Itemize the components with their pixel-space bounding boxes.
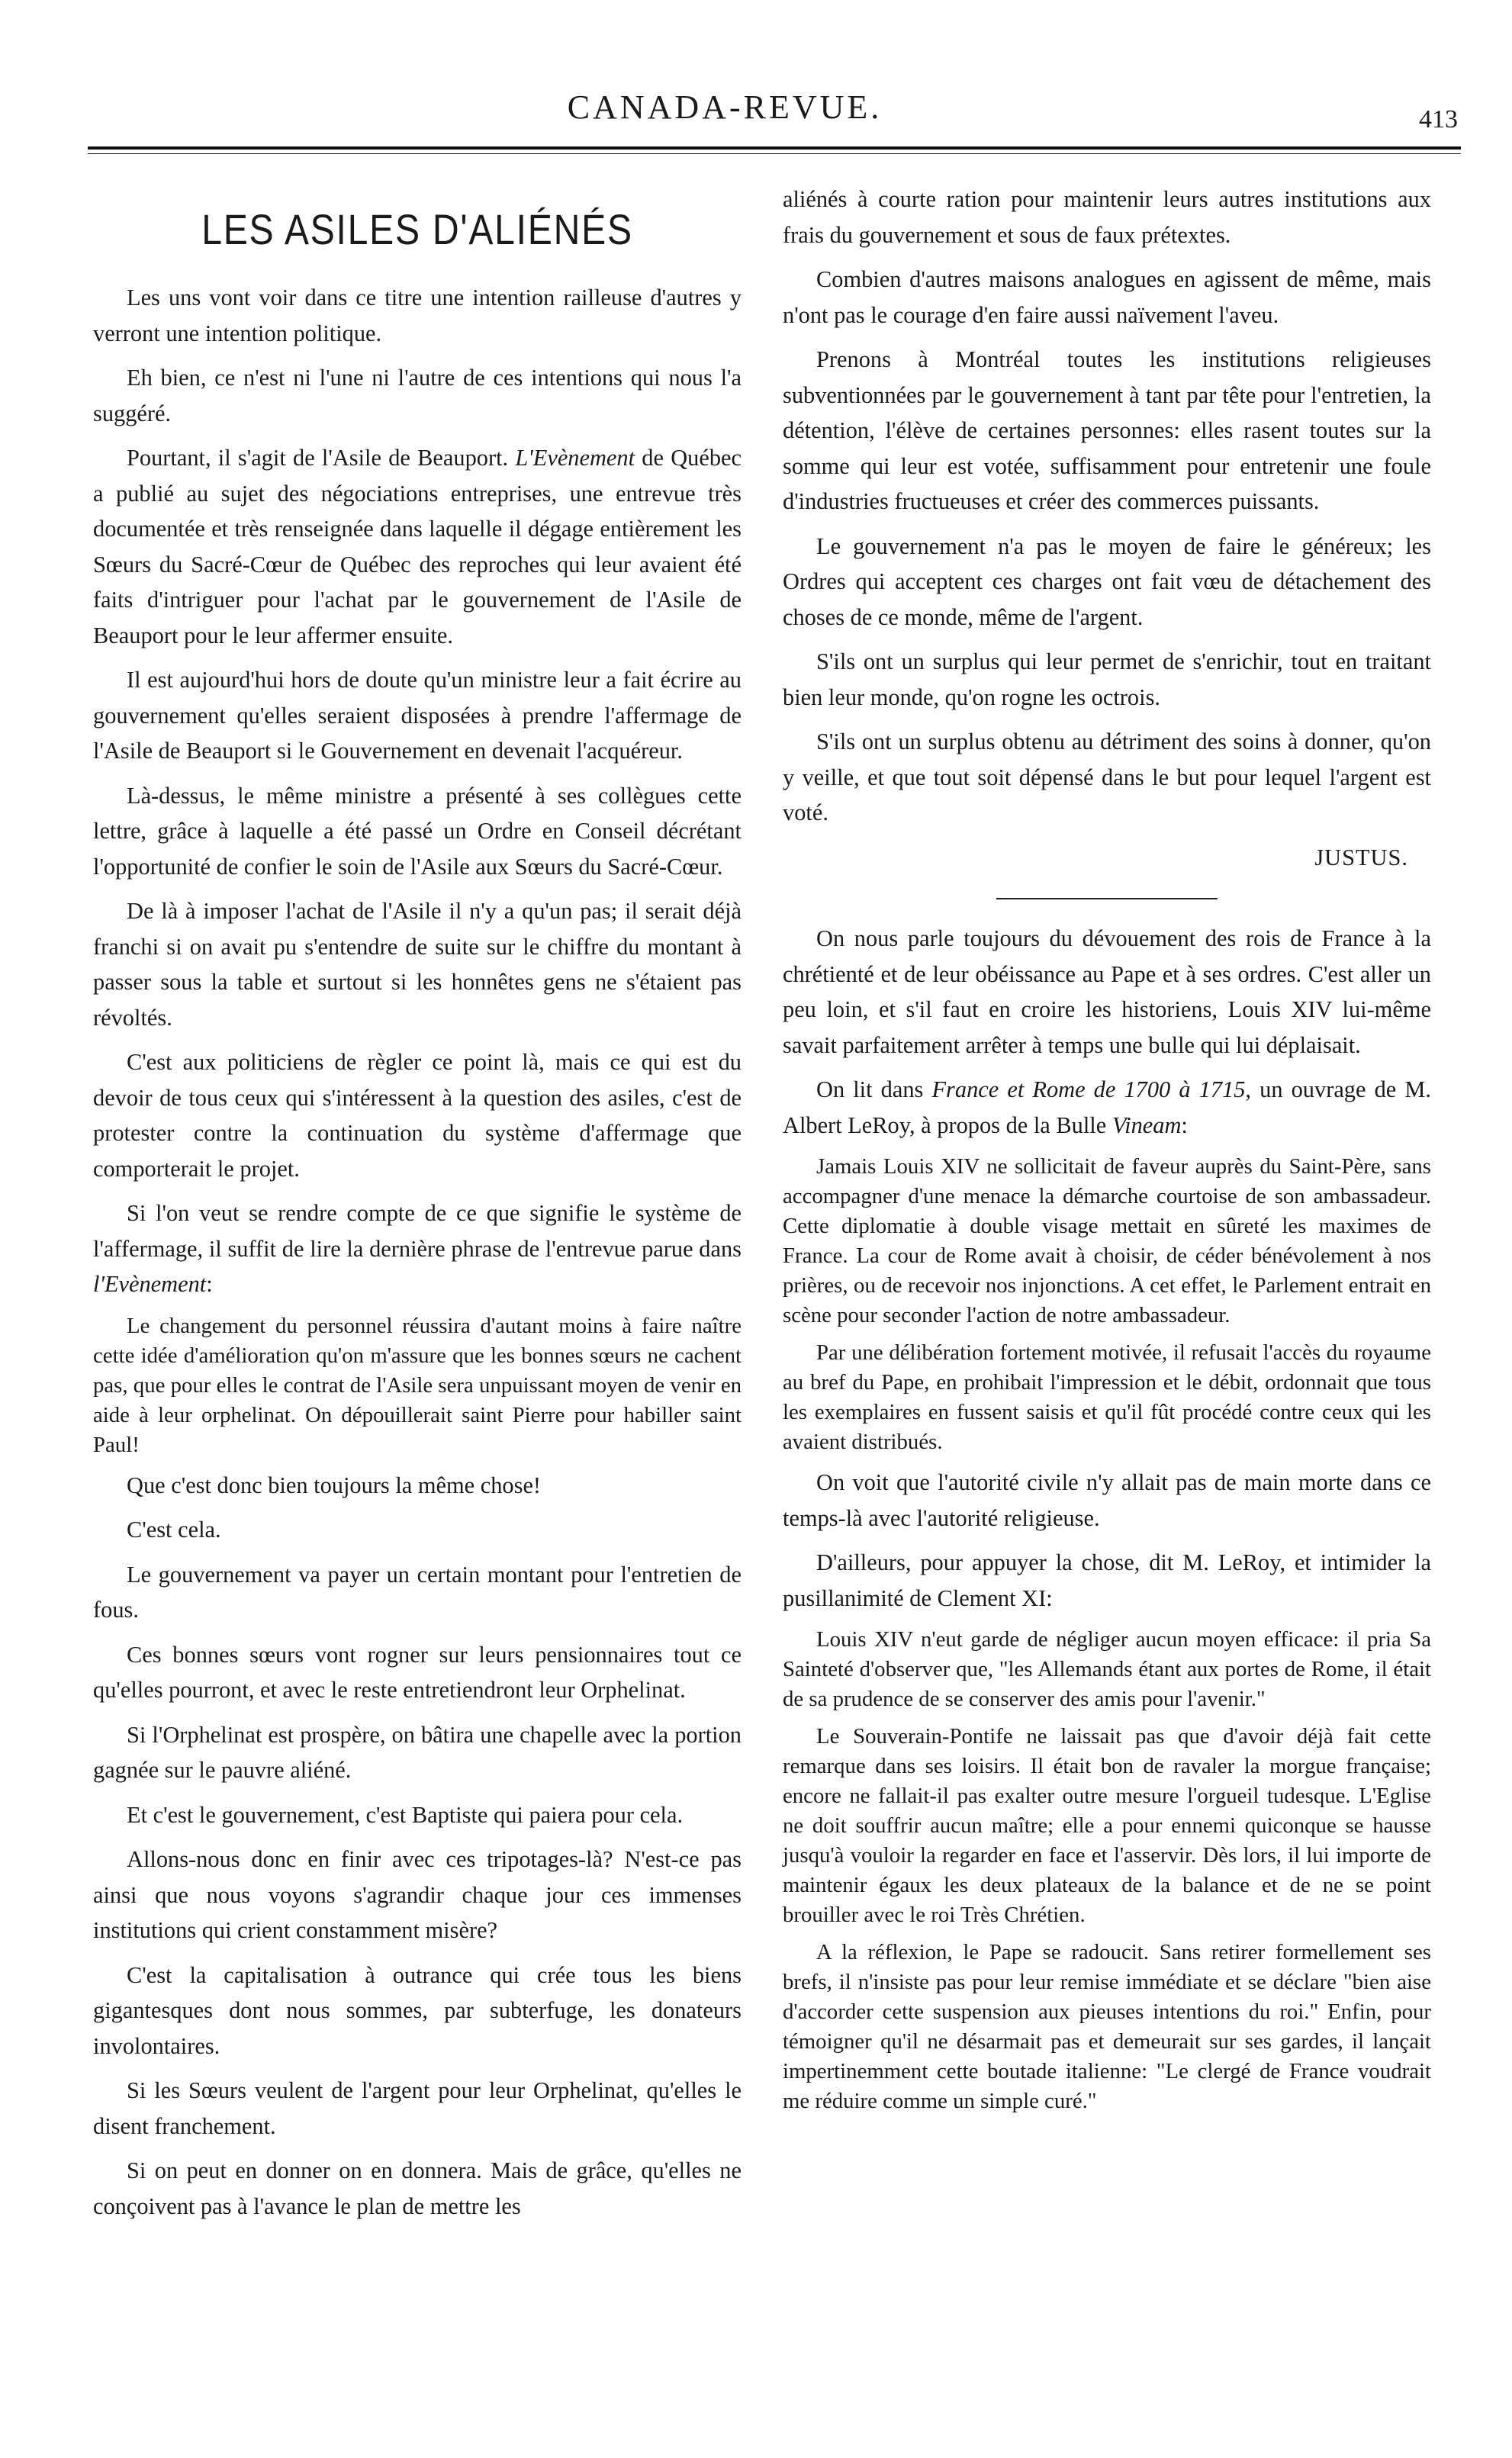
text-run: Eh bien, ce n'est ni l'une ni l'autre de ces intentions qui nous l'a suggéré. xyxy=(93,365,742,426)
article-title: LES ASILES D'ALIÉNÉS xyxy=(201,205,633,253)
paragraph xyxy=(93,1717,742,1788)
paragraph xyxy=(93,1797,742,1833)
text-run: Que c'est donc bien toujours la même chose! xyxy=(127,1472,542,1498)
text-run: D'ailleurs, pour appuyer la chose, dit M. LeRoy, et intimider la pusillanimité de Clement XI: xyxy=(783,1549,1431,1611)
paragraph xyxy=(93,662,742,769)
paragraph xyxy=(783,1545,1431,1616)
paragraph xyxy=(783,921,1431,1063)
left-column xyxy=(93,182,742,2233)
text-run: Le gouvernement n'a pas le moyen de faire le généreux; les Ordres qui acceptent ces charges ont fait vœu de détachement des choses de ce monde, même de l'argent. xyxy=(783,532,1431,630)
text-run: Si les Sœurs veulent de l'argent pour leur Orphelinat, qu'elles le disent franchement. xyxy=(93,2077,742,2139)
paragraph xyxy=(93,1512,742,1548)
left-paragraphs xyxy=(93,280,742,2224)
italic-title: Vineam xyxy=(1111,1112,1182,1138)
italic-title: L'Evènement xyxy=(515,445,635,471)
paragraph xyxy=(783,262,1431,333)
text-run: Prenons à Montréal toutes les institutions religieuses subventionnées par le gouvernement à tant par tête pour l'entretien, la détention, l'élève de certaines personnes: elles rasent toutes sur la somme qui leur est votée, suffisamment pour entretenir une foule d'industries fructueuses et créer des commerces puissants. xyxy=(783,346,1431,514)
text-run: Combien d'autres maisons analogues en agissent de même, mais n'ont pas le courage d'en faire aussi naïvement l'aveu. xyxy=(783,266,1431,328)
quoted-paragraph xyxy=(783,1938,1431,2116)
article-separator xyxy=(996,898,1218,899)
paragraph xyxy=(783,644,1431,715)
quoted-paragraph xyxy=(783,1722,1431,1930)
text-run: S'ils ont un surplus qui leur permet de s'enrichir, tout en traitant bien leur monde, qu'on rogne les octrois. xyxy=(783,648,1431,710)
quoted-paragraph xyxy=(783,1625,1431,1714)
text-run: Si l'on veut se rendre compte de ce que signifie le système de l'affermage, il suffit de lire la dernière phrase de l'entrevue parue dans xyxy=(93,1200,742,1262)
header-rule xyxy=(88,146,1461,154)
text-run: Le changement du personnel réussira d'autant moins à faire naître cette idée d'amélioration qu'on m'assure que les bonnes sœurs ne cachent pas, que pour elles le contrat de l'Asile sera unpuissant moyen de venir en aide à leur orphelinat. On dépouillerait saint Pierre pour habiller saint Paul! xyxy=(93,1313,742,1457)
text-run: Jamais Louis XIV ne sollicitait de faveur auprès du Saint-Père, sans accompagner d'une menace la démarche courtoise de son ambassadeur. Cette diplomatie à double visage mettait en sûreté les maximes de France. La cour de Rome avait à choisir, de céder bénévolement à nos prières, ou de recevoir nos injonctions. A cet effet, le Parlement entrait en scène pour seconder l'action de notre ambassadeur. xyxy=(783,1154,1431,1327)
paragraph xyxy=(93,1557,742,1628)
paragraph xyxy=(93,2073,742,2144)
text-run: On voit que l'autorité civile n'y allait pas de main morte dans ce temps-là avec l'autorité religieuse. xyxy=(783,1469,1431,1531)
text-run: Louis XIV n'eut garde de négliger aucun moyen efficace: il pria Sa Sainteté d'observer que, "les Allemands étant aux portes de Rome, il était de sa prudence de se conserver des amis pour l'avenir." xyxy=(783,1627,1431,1711)
quoted-paragraph xyxy=(783,1152,1431,1330)
text-run: Si on peut en donner on en donnera. Mais de grâce, qu'elles ne conçoivent pas à l'avance le plan de mettre les xyxy=(93,2157,742,2219)
article-signature: JUSTUS. xyxy=(1314,844,1408,870)
paragraph xyxy=(93,1637,742,1708)
text-run: Et c'est le gouvernement, c'est Baptiste qui paiera pour cela. xyxy=(127,1801,684,1828)
text-run: Pourtant, il s'agit de l'Asile de Beauport. xyxy=(127,445,516,471)
paragraph xyxy=(93,1468,742,1504)
quoted-paragraph xyxy=(783,1338,1431,1457)
right-column xyxy=(783,182,1431,2124)
text-run: Les uns vont voir dans ce titre une intention railleuse d'autres y verront une intention politique. xyxy=(93,285,742,346)
paragraph xyxy=(93,360,742,431)
text-run: C'est cela. xyxy=(127,1517,221,1543)
paragraph xyxy=(783,1465,1431,1536)
text-run: Le Souverain-Pontife ne laissait pas que d'avoir déjà fait cette remarque dans ses loisirs. Il était bon de ravaler la morgue française; encore ne fallait-il pas exalter outre mesure l'orgueil tudesque. L'Eglise ne doit souffrir aucun maître; elle a pour ennemi quiconque se hausse jusqu'à vouloir la regarder en face et l'asservir. Dès lors, il lui importe de maintenir égaux les deux plateaux de la balance et de ne se point brouiller avec le roi Très Chrétien. xyxy=(783,1724,1431,1927)
text-run: Ces bonnes sœurs vont rogner sur leurs pensionnaires tout ce qu'elles pourront, et avec le reste entretiendront leur Orphelinat. xyxy=(93,1641,742,1703)
paragraph xyxy=(93,1044,742,1186)
text-run: , un ouvrage de M. Albert LeRoy, à propos de la Bulle xyxy=(783,1076,1431,1138)
text-run: : xyxy=(1181,1112,1188,1138)
text-run: C'est aux politiciens de règler ce point là, mais ce qui est du devoir de tous ceux qui s'intéressent à la question des asiles, c'est de protester contre la continuation du système d'affermage que comporterait le projet. xyxy=(93,1049,742,1182)
paragraph xyxy=(93,1958,742,2064)
right-paragraphs xyxy=(783,182,1431,831)
paragraph xyxy=(93,778,742,885)
running-head: CANADA-REVUE. xyxy=(567,88,883,126)
text-run: Par une délibération fortement motivée, il refusait l'accès du royaume au bref du Pape, en prohibait l'impression et le débit, ordonnait que tous les exemplaires en fussent saisis et qu'il fût procédé contre ceux qui les avaient distribués. xyxy=(783,1340,1431,1454)
text-run: De là à imposer l'achat de l'Asile il n'y a qu'un pas; il serait déjà franchi si on avait pu s'entendre de suite sur le chiffre du montant à passer sous la table et surtout si les honnêtes gens ne s'étaient pas révoltés. xyxy=(93,898,742,1031)
quoted-paragraph xyxy=(93,1311,742,1460)
text-run: : xyxy=(206,1271,213,1297)
paragraph xyxy=(93,280,742,351)
text-run: S'ils ont un surplus obtenu au détriment des soins à donner, qu'on y veille, et que tout soit dépensé dans le but pour lequel l'argent est voté. xyxy=(783,729,1431,825)
paragraph xyxy=(93,1195,742,1302)
paragraph xyxy=(93,440,742,653)
text-run: On nous parle toujours du dévouement des rois de France à la chrétienté et de leur obéissance au Pape et à ses ordres. C'est aller un peu loin, et s'il faut en croire les historiens, Louis XIV lui-même savait parfaitement arrêter à temps une bulle qui lui déplaisait. xyxy=(783,925,1431,1058)
text-run: Si l'Orphelinat est prospère, on bâtira une chapelle avec la portion gagnée sur le pauvre aliéné. xyxy=(93,1721,742,1783)
text-run: C'est la capitalisation à outrance qui crée tous les biens gigantesques dont nous sommes, par subterfuge, les donateurs involontaires. xyxy=(93,1961,742,2059)
paragraph xyxy=(93,2153,742,2224)
paragraph xyxy=(783,529,1431,635)
text-run: A la réflexion, le Pape se radoucit. Sans retirer formellement ses brefs, il n'insiste pas pour leur remise immédiate et se déclare "bien aise d'accorder cette suspension aux pieuses intentions du roi." Enfin, pour témoigner qu'il ne désarmait pas et demeurait sur ses gardes, il lançait impertinemment cette boutade italienne: "Le clergé de France voudrait me réduire comme un simple curé." xyxy=(783,1940,1431,2113)
paragraph xyxy=(783,724,1431,831)
italic-title: l'Evènement xyxy=(93,1271,207,1297)
paragraph xyxy=(783,1072,1431,1143)
page-number: 413 xyxy=(1419,105,1458,134)
text-run: de Québec a publié au sujet des négociations entreprises, une entrevue très documentée et très renseignée dans laquelle il dégage entièrement les Sœurs du Sacré-Cœur de Québec des reproches qui leur avaient été faits d'intriguer pour l'achat par le gouvernement de l'Asile de Beauport pour le leur affermer ensuite. xyxy=(93,445,742,648)
text-run: Il est aujourd'hui hors de doute qu'un ministre leur a fait écrire au gouvernement qu'elles seraient disposées à prendre l'affermage de l'Asile de Beauport si le Gouvernement en devenait l'acquéreur. xyxy=(93,667,742,764)
text-run: Le gouvernement va payer un certain montant pour l'entretien de fous. xyxy=(93,1561,742,1623)
text-run: aliénés à courte ration pour maintenir leurs autres institutions aux frais du gouvernement et sous de faux prétextes. xyxy=(783,186,1431,248)
paragraph xyxy=(783,342,1431,520)
italic-title: France et Rome de 1700 à 1715 xyxy=(931,1076,1246,1102)
paragraph xyxy=(93,893,742,1035)
text-run: Là-dessus, le même ministre a présenté à ses collègues cette lettre, grâce à laquelle a été passé un Ordre en Conseil décrétant l'opportunité de confier le soin de l'Asile aux Sœurs du Sacré-Cœur. xyxy=(93,782,742,880)
text-run: On lit dans xyxy=(816,1076,932,1102)
paragraph xyxy=(783,182,1431,253)
second-article xyxy=(783,921,1431,2116)
paragraph xyxy=(93,1842,742,1948)
text-run: Allons-nous donc en finir avec ces tripotages-là? N'est-ce pas ainsi que nous voyons s'agrandir chaque jour ces immenses institutions qui crient constamment misère? xyxy=(93,1846,742,1943)
